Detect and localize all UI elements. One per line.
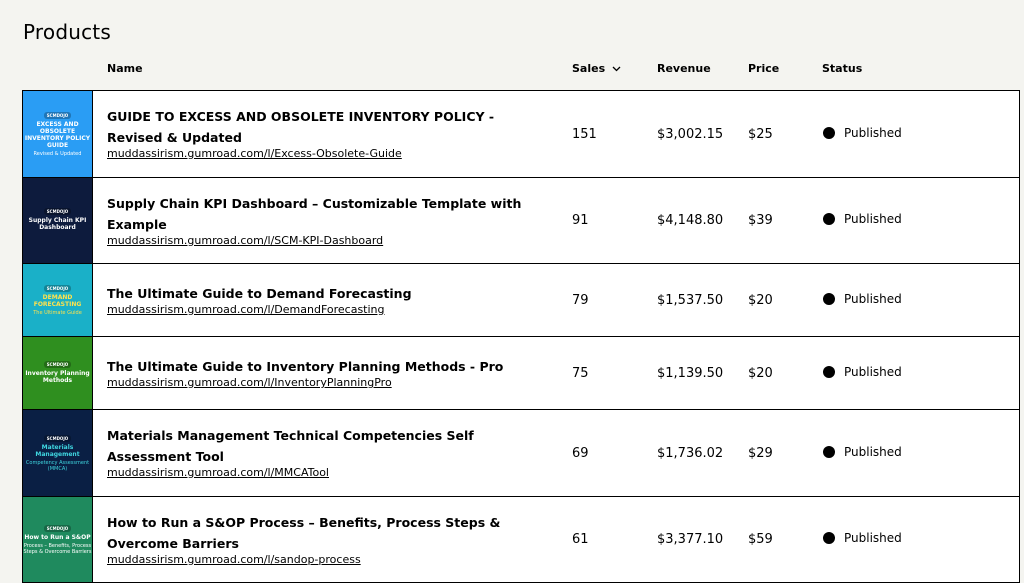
- thumbnail-subtitle: Competency Assessment (MMCA): [25, 459, 90, 472]
- sales-value: 61: [572, 532, 589, 547]
- page-title: Products: [23, 20, 111, 44]
- sales-value: 151: [572, 127, 597, 142]
- table-row[interactable]: [23, 497, 1019, 583]
- price-value: $20: [748, 293, 773, 308]
- revenue-value: $3,377.10: [657, 532, 724, 547]
- status-badge: [823, 126, 902, 140]
- brand-logo: SCMDOJO: [44, 112, 71, 119]
- product-title[interactable]: How to Run a S&OP Process – Benefits, Process Steps & Overcome Barriers: [107, 515, 501, 551]
- status-badge: [823, 445, 902, 459]
- sales-value: 79: [572, 293, 589, 308]
- revenue-value: $4,148.80: [657, 213, 724, 228]
- thumbnail-title: Inventory Planning Methods: [25, 369, 90, 384]
- status-dot-icon: [823, 532, 835, 544]
- status-label: Published: [844, 365, 902, 379]
- product-name-cell: [107, 512, 537, 567]
- thumbnail-title: DEMAND FORECASTING: [33, 293, 82, 308]
- thumbnail-subtitle: Revised & Updated: [33, 150, 82, 157]
- status-badge: [823, 292, 902, 306]
- thumbnail-title: Materials Management: [35, 443, 80, 458]
- brand-logo: SCMDOJO: [44, 285, 71, 292]
- status-dot-icon: [823, 127, 835, 139]
- column-header-revenue[interactable]: Revenue: [657, 62, 711, 75]
- status-dot-icon: [823, 446, 835, 458]
- product-title[interactable]: GUIDE TO EXCESS AND OBSOLETE INVENTORY POLICY - Revised & Updated: [107, 109, 495, 145]
- status-badge: [823, 365, 902, 379]
- price-value: $25: [748, 127, 773, 142]
- status-dot-icon: [823, 293, 835, 305]
- product-thumbnail[interactable]: [23, 497, 93, 582]
- product-name-cell: [107, 356, 537, 390]
- products-table: [22, 90, 1020, 583]
- thumbnail-subtitle: The Ultimate Guide: [33, 309, 82, 316]
- product-name-cell: [107, 425, 537, 480]
- thumbnail-title: EXCESS AND OBSOLETE INVENTORY POLICY GUIDE: [24, 120, 91, 149]
- product-title[interactable]: Materials Management Technical Competencies Self Assessment Tool: [107, 428, 474, 464]
- brand-logo: SCMDOJO: [44, 525, 71, 532]
- status-label: Published: [844, 531, 902, 545]
- thumbnail-title: Supply Chain KPI Dashboard: [28, 217, 87, 231]
- product-thumbnail[interactable]: [23, 91, 93, 177]
- column-header-status[interactable]: Status: [822, 62, 863, 75]
- product-name-cell: [107, 106, 537, 161]
- product-url-link[interactable]: muddassirism.gumroad.com/l/MMCATool: [107, 466, 329, 479]
- product-url-link[interactable]: muddassirism.gumroad.com/l/InventoryPlanningPro: [107, 376, 392, 389]
- table-row[interactable]: [23, 337, 1019, 410]
- status-dot-icon: [823, 366, 835, 378]
- product-title[interactable]: The Ultimate Guide to Inventory Planning Methods - Pro: [107, 359, 504, 374]
- status-badge: [823, 531, 902, 545]
- revenue-value: $1,139.50: [657, 366, 724, 381]
- chevron-down-icon: [612, 66, 621, 72]
- sales-value: 91: [572, 213, 589, 228]
- status-label: Published: [844, 445, 902, 459]
- revenue-value: $1,736.02: [657, 446, 724, 461]
- product-url-link[interactable]: muddassirism.gumroad.com/l/DemandForecasting: [107, 303, 385, 316]
- product-name-cell: [107, 193, 537, 248]
- product-title[interactable]: Supply Chain KPI Dashboard – Customizable Template with Example: [107, 196, 522, 232]
- column-header-name[interactable]: Name: [107, 62, 143, 75]
- column-header-price[interactable]: Price: [748, 62, 780, 75]
- thumbnail-subtitle: Process – Benefits, Process Steps & Overcome Barriers: [23, 542, 92, 555]
- status-label: Published: [844, 212, 902, 226]
- product-title[interactable]: The Ultimate Guide to Demand Forecasting: [107, 286, 412, 301]
- product-url-link[interactable]: muddassirism.gumroad.com/l/sandop-process: [107, 553, 361, 566]
- status-label: Published: [844, 126, 902, 140]
- table-row[interactable]: [23, 178, 1019, 264]
- product-name-cell: [107, 283, 537, 317]
- thumbnail-title: How to Run a S&OP: [24, 533, 91, 541]
- brand-logo: SCMDOJO: [44, 435, 71, 442]
- price-value: $29: [748, 446, 773, 461]
- product-thumbnail[interactable]: [23, 337, 93, 409]
- price-value: $20: [748, 366, 773, 381]
- sales-value: 69: [572, 446, 589, 461]
- product-thumbnail[interactable]: [23, 264, 93, 336]
- table-row[interactable]: [23, 410, 1019, 497]
- sales-value: 75: [572, 366, 589, 381]
- column-header-sales-label: Sales: [572, 62, 606, 75]
- revenue-value: $1,537.50: [657, 293, 724, 308]
- status-badge: [823, 212, 902, 226]
- price-value: $39: [748, 213, 773, 228]
- table-header: [0, 60, 1024, 78]
- brand-logo: SCMDOJO: [44, 208, 71, 215]
- table-row[interactable]: [23, 264, 1019, 337]
- product-url-link[interactable]: muddassirism.gumroad.com/l/Excess-Obsolete-Guide: [107, 147, 402, 160]
- product-thumbnail[interactable]: [23, 410, 93, 496]
- price-value: $59: [748, 532, 773, 547]
- revenue-value: $3,002.15: [657, 127, 724, 142]
- table-row[interactable]: [23, 91, 1019, 178]
- product-thumbnail[interactable]: [23, 178, 93, 263]
- status-dot-icon: [823, 213, 835, 225]
- product-url-link[interactable]: muddassirism.gumroad.com/l/SCM-KPI-Dashboard: [107, 234, 384, 247]
- column-header-sales[interactable]: [572, 62, 621, 75]
- status-label: Published: [844, 292, 902, 306]
- brand-logo: SCMDOJO: [44, 361, 71, 368]
